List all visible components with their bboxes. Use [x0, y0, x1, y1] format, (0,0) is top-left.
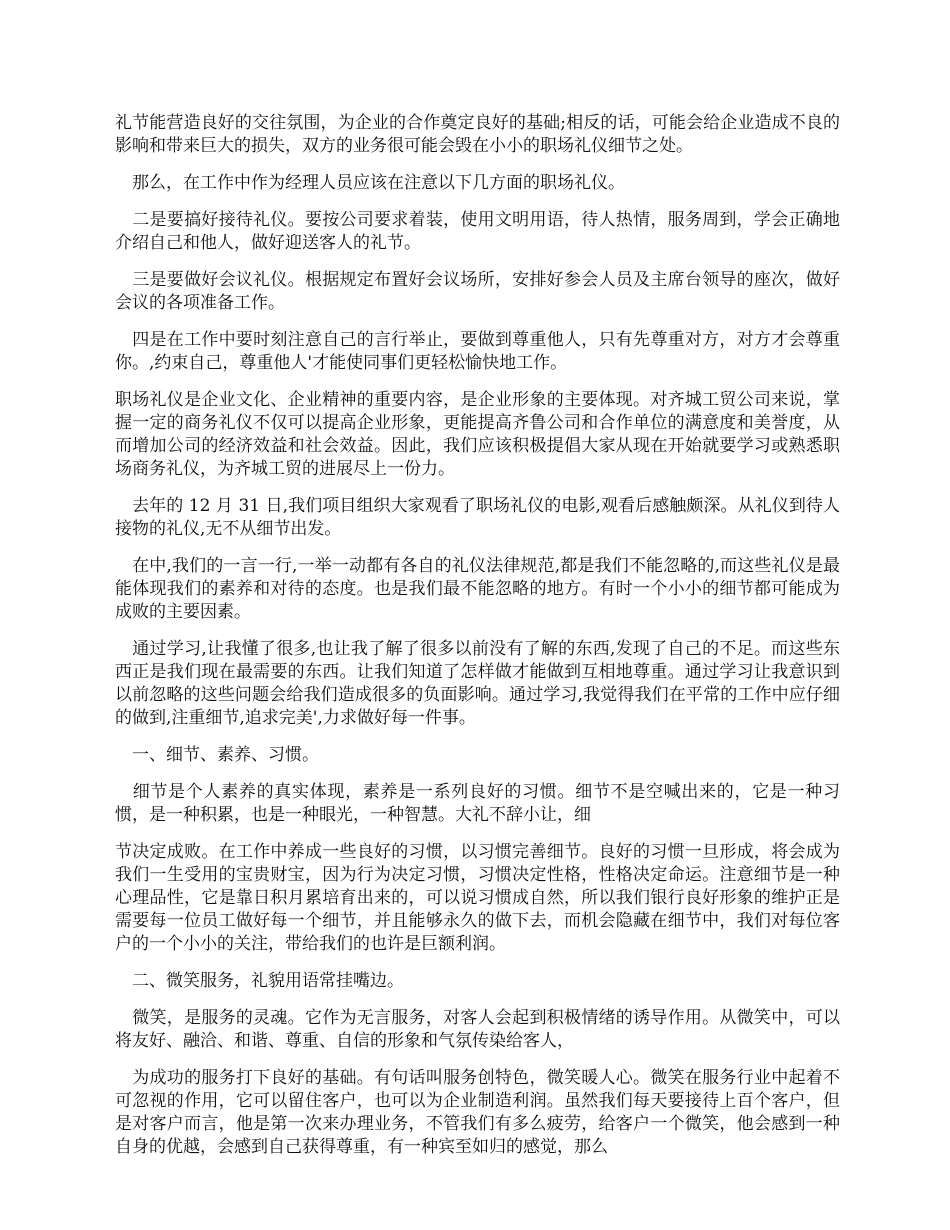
paragraph: 细节是个人素养的真实体现，素养是一系列良好的习惯。细节不是空喊出来的，它是一种习惯，是一种积累，也是一种眼光，一种智慧。大礼不辞小让，细 [115, 782, 840, 825]
paragraph: 礼节能营造良好的交往氛围，为企业的合作奠定良好的基础;相反的话，可能会给企业造成不良的影响和带来巨大的损失，双方的业务很可能会毁在小小的职场礼仪细节之处。 [115, 113, 840, 156]
paragraph: 那么，在工作中作为经理人员应该在注意以下几方面的职场礼仪。 [115, 173, 625, 193]
section-heading: 一、细节、素养、习惯。 [115, 745, 319, 765]
paragraph: 四是在工作中要时刻注意自己的言行举止，要做到尊重他人，只有先尊重对方，对方才会尊重你。,约束自己，尊重他人'才能使同事们更轻松愉快地工作。 [115, 330, 840, 373]
paragraph: 职场礼仪是企业文化、企业精神的重要内容，是企业形象的主要体现。对齐城工贸公司来说，掌握一定的商务礼仪不仅可以提高企业形象，更能提高齐鲁公司和合作单位的满意度和美誉度，从而增加公司的经济效益和社会效益。因此，我们应该积极提倡大家从现在开始就要学习或熟悉职场商务礼仪，为齐城工贸的进展尽上一份力。 [115, 390, 840, 479]
document-page [115, 112, 840, 1173]
paragraph: 去年的 12 月 31 日,我们项目组织大家观看了职场礼仪的电影,观看后感触颇深。从礼仪到待人接物的礼仪,无不从细节出发。 [115, 496, 840, 539]
paragraph: 为成功的服务打下良好的基础。有句话叫服务创特色，微笑暖人心。微笑在服务行业中起着不可忽视的作用，它可以留住客户，也可以为企业制造利润。虽然我们每天要接待上百个客户，但是对客户而言，他是第一次来办理业务，不管我们有多么疲劳，给客户一个微笑，他会感到一种自身的优越，会感到自己获得尊重，有一种宾至如归的感觉，那么 [115, 1068, 840, 1157]
paragraph: 三是要做好会议礼仪。根据规定布置好会议场所，安排好参会人员及主席台领导的座次，做好会议的各项准备工作。 [115, 270, 840, 313]
section-heading: 二、微笑服务，礼貌用语常挂嘴边。 [115, 971, 404, 991]
paragraph: 通过学习,让我懂了很多,也让我了解了很多以前没有了解的东西,发现了自己的不足。而这些东西正是我们现在最需要的东西。让我们知道了怎样做才能做到互相地尊重。通过学习让我意识到以前忽略的这些问题会给我们造成很多的负面影响。通过学习,我觉得我们在平常的工作中应仔细的做到,注重细节,追求完美',力求做好每一件事。 [115, 639, 840, 728]
paragraph: 节决定成败。在工作中养成一些良好的习惯，以习惯完善细节。良好的习惯一旦形成，将会成为我们一生受用的宝贵财宝，因为行为决定习惯，习惯决定性格，性格决定命运。注意细节是一种心理品性，它是靠日积月累培育出来的，可以说习惯成自然，所以我们银行良好形象的维护正是需要每一位员工做好每一个细节，并且能够永久的做下去，而机会隐藏在细节中，我们对每位客户的一个小小的关注，带给我们的也许是巨额利润。 [115, 842, 840, 954]
paragraph: 二是要搞好接待礼仪。要按公司要求着装，使用文明用语，待人热情，服务周到，学会正确地介绍自己和他人，做好迎送客人的礼节。 [115, 210, 840, 253]
paragraph: 在中,我们的一言一行,一举一动都有各自的礼仪法律规范,都是我们不能忽略的,而这些礼仪是最能体现我们的素养和对待的态度。也是我们最不能忽略的地方。有时一个小小的细节都可能成为成败的主要因素。 [115, 556, 840, 622]
paragraph: 微笑，是服务的灵魂。它作为无言服务，对客人会起到积极情绪的诱导作用。从微笑中，可以将友好、融洽、和谐、尊重、自信的形象和气氛传染给客人， [115, 1008, 840, 1051]
